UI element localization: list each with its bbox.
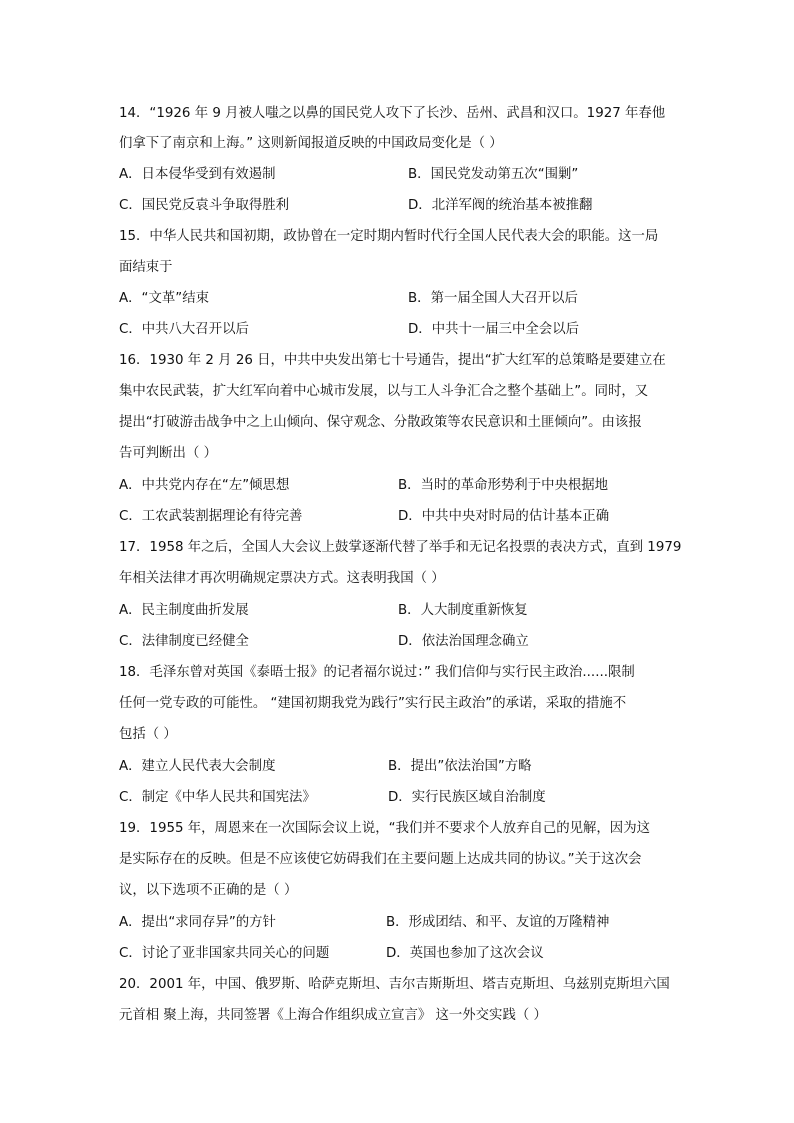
question-16-option-b: B．当时的革命形势利于中央根据地 xyxy=(398,478,609,493)
question-16-option-d: D．中共中央对时局的估计基本正确 xyxy=(398,509,610,524)
question-18-stem-line-3: 包括（ ） xyxy=(119,727,177,742)
question-18-option-d: D．实行民族区域自治制度 xyxy=(388,790,546,805)
question-15-option-b: B．第一届全国人大召开以后 xyxy=(408,291,578,306)
question-18-option-b: B．提出”依法治国”方略 xyxy=(388,759,532,774)
question-16-stem-line-3: 提出“打破游击战争中之上山倾向、保守观念、分散政策等农民意识和土匪倾向”。由该报 xyxy=(119,415,642,430)
question-15-stem-line-2: 面结束于 xyxy=(119,260,173,275)
question-15-option-c: C．中共八大召开以后 xyxy=(119,322,249,337)
question-16-stem-line-1: 16．1930 年 2 月 26 日，中共中央发出第七十号通告，提出“扩大红军的总策略是要建立在 xyxy=(119,353,666,368)
question-18-option-c: C．制定《中华人民共和国宪法》 xyxy=(119,790,316,805)
question-19-option-b: B．形成团结、和平、友谊的万隆精神 xyxy=(386,915,610,930)
question-19-stem-line-1: 19．1955 年，周恩来在一次国际会议上说，“我们并不要求个人放弃自己的见解，因为这 xyxy=(119,821,650,836)
question-15-stem-line-1: 15．中华人民共和国初期，政协曾在一定时期内暂时代行全国人民代表大会的职能。这一局 xyxy=(119,229,659,244)
question-15-option-d: D．中共十一届三中全会以后 xyxy=(408,322,579,337)
question-17-option-c: C．法律制度已经健全 xyxy=(119,634,249,649)
question-20-stem-line-2: 元首相 聚上海，共同签署《上海合作组织成立宣言》 这一外交实践（ ） xyxy=(119,1008,547,1023)
question-15-option-a: A．“文革”结束 xyxy=(119,291,209,306)
question-14-option-d: D．北洋军阀的统治基本被推翻 xyxy=(408,198,593,213)
question-20-stem-line-1: 20．2001 年，中国、俄罗斯、哈萨克斯坦、吉尔吉斯斯坦、塔吉克斯坦、乌兹别克斯坦六国 xyxy=(119,977,670,992)
question-19-option-a: A．提出“求同存异”的方针 xyxy=(119,915,276,930)
question-14-stem-line-2: 们拿下了南京和上海。” 这则新闻报道反映的中国政局变化是（ ） xyxy=(119,136,503,151)
question-14-option-c: C．国民党反袁斗争取得胜利 xyxy=(119,198,290,213)
question-19-option-d: D．英国也参加了这次会议 xyxy=(386,946,544,961)
question-19-stem-line-2: 是实际存在的反映。但是不应该使它妨碍我们在主要问题上达成共同的协议。”关于这次会 xyxy=(119,852,642,867)
question-17-stem-line-1: 17．1958 年之后，全国人大会议上鼓掌逐渐代替了举手和无记名投票的表决方式，直到 1979 xyxy=(119,540,682,555)
question-16-option-a: A．中共党内存在“左”倾思想 xyxy=(119,478,290,493)
question-17-stem-line-2: 年相关法律才再次明确规定票决方式。这表明我国（ ） xyxy=(119,571,445,586)
question-18-stem-line-2: 任何一党专政的可能性。 “建国初期我党为践行”实行民主政治”的承诺，采取的措施不 xyxy=(119,696,627,711)
question-19-option-c: C．讨论了亚非国家共同关心的问题 xyxy=(119,946,330,961)
question-16-stem-line-4: 告可判断出（ ） xyxy=(119,446,217,461)
question-14-option-b: B．国民党发动第五次“围剿” xyxy=(408,167,579,182)
question-14-option-a: A．日本侵华受到有效遏制 xyxy=(119,167,276,182)
question-18-option-a: A．建立人民代表大会制度 xyxy=(119,759,276,774)
question-16-stem-line-2: 集中农民武装，扩大红军向着中心城市发展，以与工人斗争汇合之整个基础上”。同时，又 xyxy=(119,384,649,399)
question-16-option-c: C．工农武装割据理论有待完善 xyxy=(119,509,303,524)
question-18-stem-line-1: 18．毛泽东曾对英国《泰晤士报》的记者福尔说过：” 我们信仰与实行民主政治......限制 xyxy=(119,665,635,680)
question-19-stem-line-3: 议，以下选项不正确的是（ ） xyxy=(119,883,298,898)
question-17-option-d: D．依法治国理念确立 xyxy=(398,634,529,649)
question-17-option-b: B．人大制度重新恢复 xyxy=(398,603,528,618)
question-14-stem-line-1: 14．“1926 年 9 月被人嗤之以鼻的国民党人攻下了长沙、岳州、武昌和汉口。1927 年春他 xyxy=(119,106,666,121)
question-17-option-a: A．民主制度曲折发展 xyxy=(119,603,249,618)
